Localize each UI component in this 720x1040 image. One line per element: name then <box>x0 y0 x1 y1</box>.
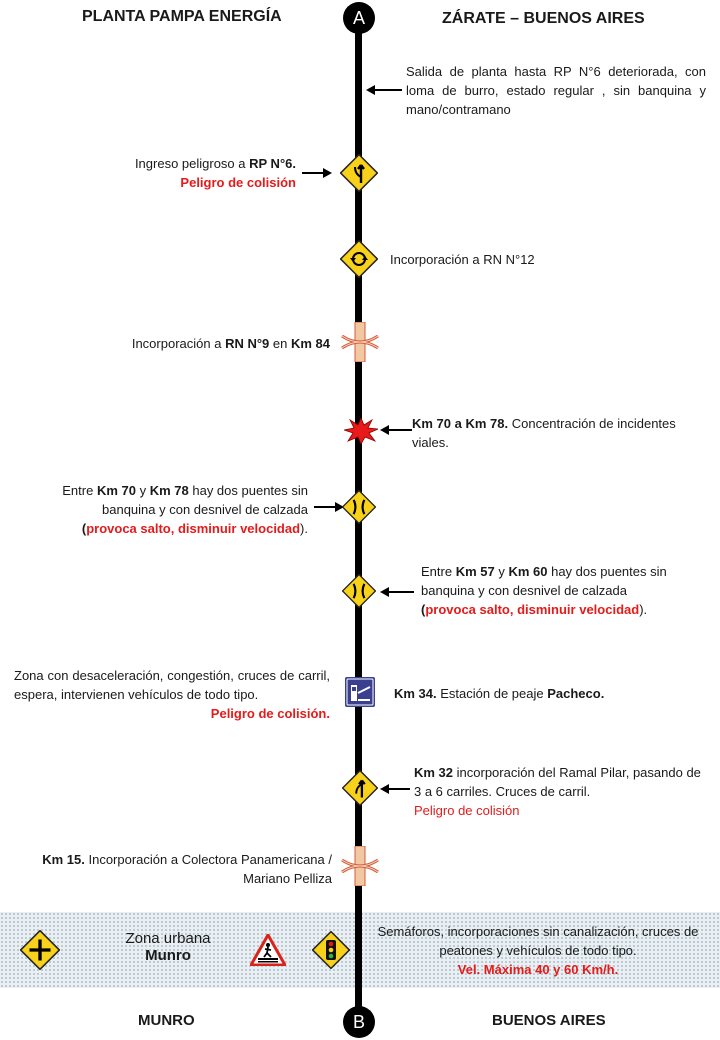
footer-left-label: MUNRO <box>138 1012 195 1029</box>
arrow-right-icon <box>302 167 332 179</box>
point-rn9-text: Incorporación a RN N°9 en Km 84 <box>131 336 330 351</box>
traffic-light-sign-icon <box>312 931 350 969</box>
crossroad-sign-icon <box>20 930 60 970</box>
origin-title: PLANTA PAMPA ENERGÍA <box>82 8 282 25</box>
interchange-icon <box>340 846 380 886</box>
node-end: B <box>343 1006 375 1038</box>
footer-right-label: BUENOS AIRES <box>492 1012 606 1029</box>
roundabout-sign-icon <box>340 240 378 278</box>
merge-sign-icon <box>340 154 378 192</box>
point-rn12-text: Incorporación a RN N°12 <box>390 252 535 267</box>
point-ramal-pilar-text: Km 32 incorporación del Ramal Pilar, pasando de 3 a 6 carriles. Cruces de carril. Peligro de colisión <box>414 765 701 818</box>
point-plant-exit-text: Salida de planta hasta RP N°6 deteriorada, con loma de burro, estado regular , sin banquina y mano/contramano <box>406 64 706 117</box>
incident-star-icon <box>344 418 378 444</box>
destination-title: ZÁRATE – BUENOS AIRES <box>442 10 645 27</box>
arrow-right-icon <box>314 501 344 513</box>
urban-zone-text: Semáforos, incorporaciones sin canalización, cruces de peatones y vehículos de todo tipo. Vel. Máxima 40 y 60 Km/h. <box>377 924 699 977</box>
node-start: A <box>343 2 375 34</box>
interchange-icon <box>340 322 380 362</box>
narrow-bridge-sign-icon <box>342 490 376 524</box>
point-bridges-70-78-text: Entre Km 70 y Km 78 hay dos puentes sin banquina y con desnivel de calzada (provoca salto, disminuir velocidad). <box>62 483 308 536</box>
arrow-left-icon <box>380 783 410 795</box>
arrow-left-icon <box>380 424 412 436</box>
pedestrian-crossing-icon <box>250 934 286 966</box>
point-toll-zone-text: Zona con desaceleración, congestión, cruces de carril, espera, intervienen vehículos de todo tipo. Peligro de colisión. <box>14 668 330 721</box>
merge-sign-icon <box>342 770 378 806</box>
point-pacheco-toll-text: Km 34. Estación de peaje Pacheco. <box>394 686 605 701</box>
arrow-left-icon <box>366 84 402 96</box>
narrow-bridge-sign-icon <box>342 574 376 608</box>
toll-station-icon <box>345 677 375 707</box>
arrow-left-icon <box>380 586 414 598</box>
point-rp6-text: Ingreso peligroso a RP N°6. Peligro de colisión <box>134 156 296 190</box>
point-bridges-57-60-text: Entre Km 57 y Km 60 hay dos puentes sin banquina y con desnivel de calzada (provoca salto, disminuir velocidad). <box>421 564 667 617</box>
point-colectora-text: Km 15. Incorporación a Colectora Panamericana / Mariano Pelliza <box>42 852 332 886</box>
point-incidents-text: Km 70 a Km 78. Concentración de incidentes viales. <box>412 416 676 450</box>
urban-zone-title: Zona urbana Munro <box>125 930 211 964</box>
